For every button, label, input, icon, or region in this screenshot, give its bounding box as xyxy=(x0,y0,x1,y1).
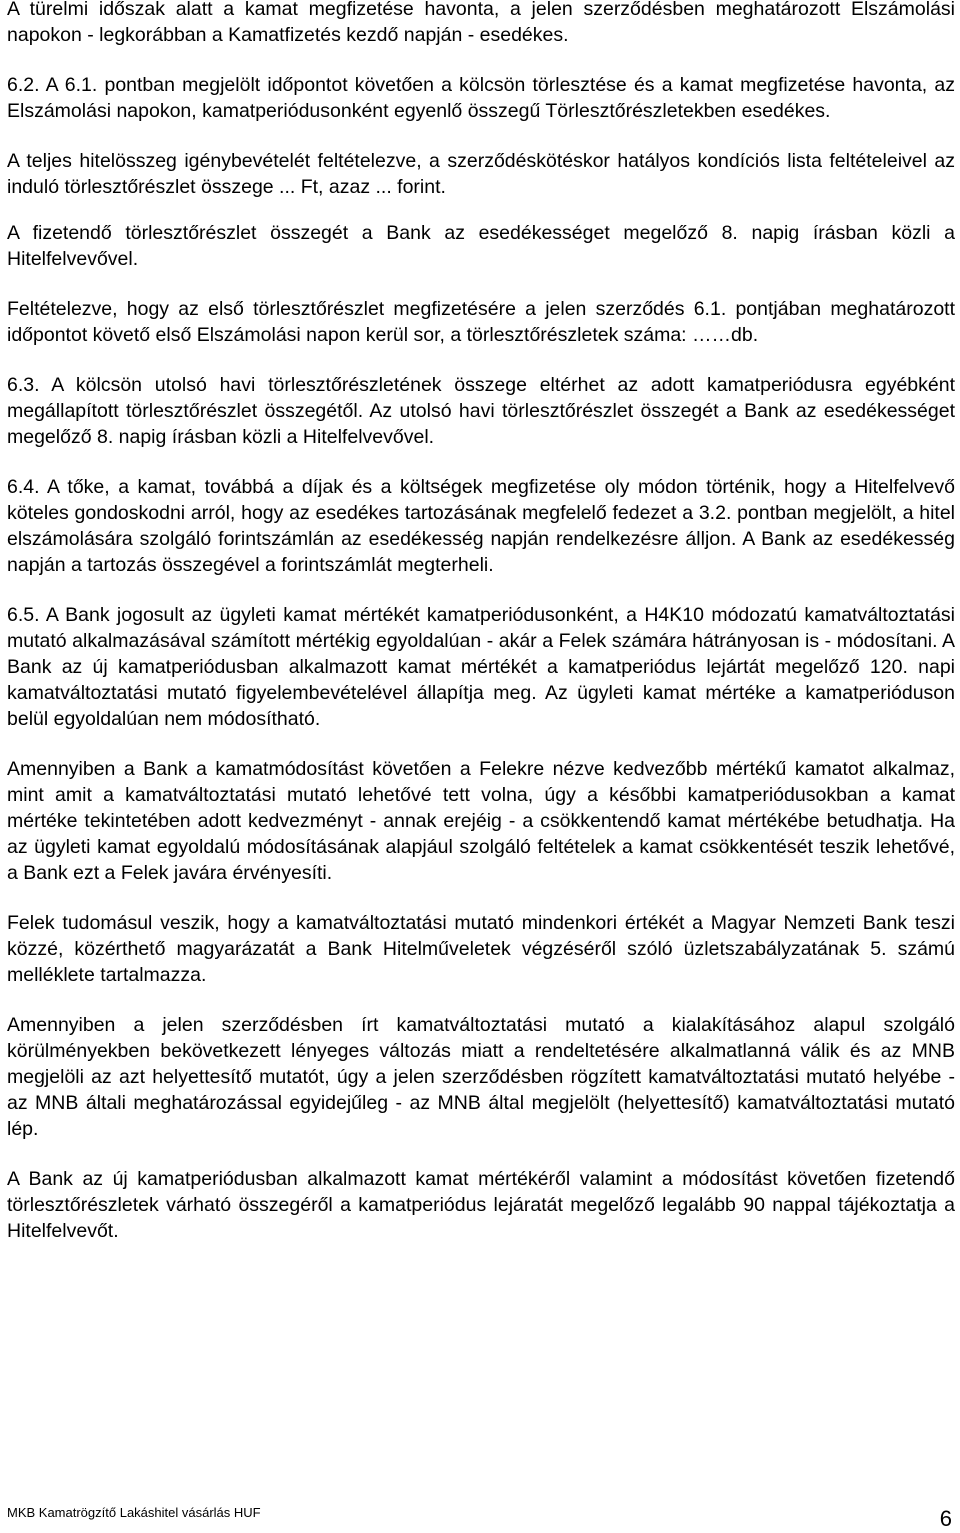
paragraph-6-4: 6.4. A tőke, a kamat, továbbá a díjak és a költségek megfizetése oly módon történik, hogy a Hitelfelvevő köteles gondoskodni arról, hogy az esedékes tartozásának megfelelő fedezet a 3.2. pontban megjelölt, a hitel elszámolására szolgáló forintszámlán az esedékesség napján rendelkezésre álljon. A Bank az esedékesség napján a tartozás összegével a forintszámlát megterheli. xyxy=(7,476,955,576)
document-body xyxy=(7,0,955,1244)
paragraph-mnb-publication: Felek tudomásul veszik, hogy a kamatváltoztatási mutató mindenkori értékét a Magyar Nemzeti Bank teszi közzé, közérthető magyarázatát a Bank Hitelműveletek végzéséről szóló üzletszabályzatának 5. számú melléklete tartalmazza. xyxy=(7,912,955,986)
paragraph-rate-notification: A Bank az új kamatperiódusban alkalmazott kamat mértékéről valamint a módosítást követően fizetendő törlesztőrészletek várható összegéről a kamatperiódus lejáratát megelőző legalább 90 nappal tájékoztatja a Hitelfelvevőt. xyxy=(7,1168,955,1242)
paragraph-favorable-rate: Amennyiben a Bank a kamatmódosítást követően a Felekre nézve kedvezőbb mértékű kamatot alkalmaz, mint amit a kamatváltoztatási mutató lehetővé tett volna, úgy a későbbi kamatperiódusokban a kamat mértéke tekintetében adott kedvezményt - annak erejéig - a csökkentendő kamat mértékébe betudhatja. Ha az ügyleti kamat egyoldalú módosításának alapjául szolgáló feltételek a kamat csökkentését teszik lehetővé, a Bank ezt a Felek javára érvényesíti. xyxy=(7,758,955,884)
paragraph-initial-installment: A teljes hitelösszeg igénybevételét feltételezve, a szerződéskötéskor hatályos kondíciós lista feltételeivel az induló törlesztőrészlet összege ... Ft, azaz ... forint. xyxy=(7,150,955,198)
page-number: 6 xyxy=(939,1506,952,1531)
paragraph-grace-period: A türelmi időszak alatt a kamat megfizetése havonta, a jelen szerződésben meghatározott Elszámolási napokon - legkorábban a Kamatfizetés kezdő napján - esedékes. xyxy=(7,0,955,46)
paragraph-6-5: 6.5. A Bank jogosult az ügyleti kamat mértékét kamatperiódusonként, a H4K10 módozatú kamatváltoztatási mutató alkalmazásával számított mértékig egyoldalúan - akár a Felek számára hátrányosan is - módosítani. A Bank az új kamatperiódusban alkalmazott kamat mértékét a kamatperiódus lejártát megelőző 120. napi kamatváltoztatási mutató figyelembevételével állapítja meg. Az ügyleti kamat mértéke a kamatperióduson belül egyoldalúan nem módosítható. xyxy=(7,604,955,730)
paragraph-replacement-indicator: Amennyiben a jelen szerződésben írt kamatváltoztatási mutató a kialakításához alapul szolgáló körülményekben bekövetkezett lényeges változás miatt a rendeltetésére alkalmatlanná válik és az MNB megjelöli az azt helyettesítő mutatót, úgy a jelen szerződésben rögzített kamatváltoztatási mutató helyébe - az MNB általi meghatározással egyidejűleg - az MNB által megjelölt (helyettesítő) kamatváltoztatási mutató lép. xyxy=(7,1014,955,1140)
paragraph-installment-count: Feltételezve, hogy az első törlesztőrészlet megfizetésére a jelen szerződés 6.1. pontjában meghatározott időpontot követő első Elszámolási napon kerül sor, a törlesztőrészletek száma: ……db. xyxy=(7,298,955,346)
footer-title: MKB Kamatrögzítő Lakáshitel vásárlás HUF xyxy=(7,1505,261,1520)
paragraph-installment-notice: A fizetendő törlesztőrészlet összegét a Bank az esedékességet megelőző 8. napig írásban közli a Hitelfelvevővel. xyxy=(7,222,955,270)
paragraph-6-3: 6.3. A kölcsön utolsó havi törlesztőrészletének összege eltérhet az adott kamatperiódusra egyébként megállapított törlesztőrészlet összegétől. Az utolsó havi törlesztőrészlet összegét a Bank az esedékességet megelőző 8. napig írásban közli a Hitelfelvevővel. xyxy=(7,374,955,448)
paragraph-6-2: 6.2. A 6.1. pontban megjelölt időpontot követően a kölcsön törlesztése és a kamat megfizetése havonta, az Elszámolási napokon, kamatperiódusonként egyenlő összegű Törlesztőrészletekben esedékes. xyxy=(7,74,955,122)
